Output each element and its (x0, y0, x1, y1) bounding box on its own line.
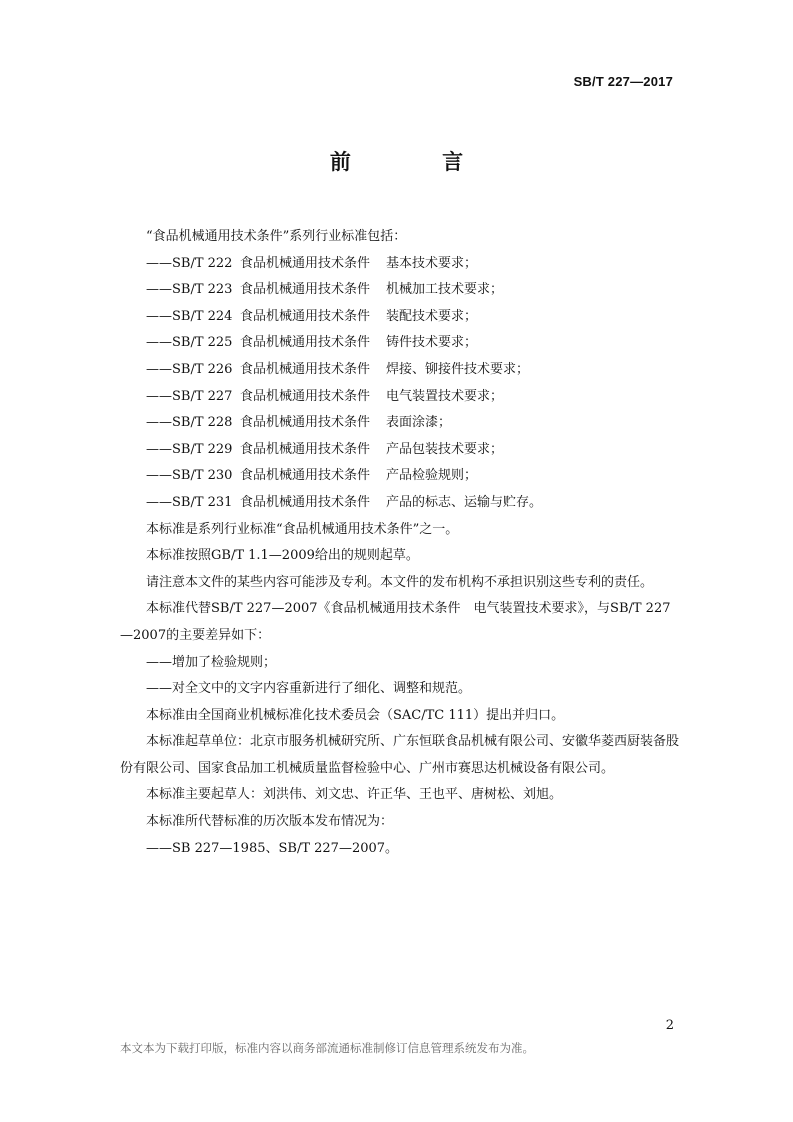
series-part: 电气装置技术要求； (386, 388, 504, 404)
series-code: ——SB/T 227 (146, 388, 233, 404)
patent-notice-paragraph: 请注意本文件的某些内容可能涉及专利。本文件的发布机构不承担识别这些专利的责任。 (146, 574, 654, 590)
series-item (120, 384, 680, 411)
history-paragraph: ——SB 227—1985、SB/T 227—2007。 (146, 840, 399, 856)
series-code: ——SB/T 229 (146, 441, 233, 457)
series-code: ——SB/T 224 (146, 308, 233, 324)
footer-note: 本文本为下载打印版，标准内容以商务部流通标准制修订信息管理系统发布为准。 (120, 1041, 534, 1055)
series-item (120, 437, 680, 464)
drafting-units-paragraph: 本标准起草单位：北京市服务机械研究所、广东恒联食品机械有限公司、安徽华菱西厨装备股份有限公司、国家食品加工机械质量监督检验中心、广州市赛思达机械设备有限公司。 (120, 734, 680, 776)
standard-code: SB/T 227—2017 (573, 74, 673, 89)
series-code: ——SB/T 230 (146, 468, 233, 484)
series-item (120, 304, 680, 331)
series-part: 产品包装技术要求； (386, 441, 504, 457)
series-name: 食品机械通用技术条件 (240, 388, 371, 404)
series-name: 食品机械通用技术条件 (240, 441, 371, 457)
series-code: ——SB/T 226 (146, 361, 233, 377)
series-name: 食品机械通用技术条件 (240, 361, 371, 377)
series-code: ——SB/T 223 (146, 282, 233, 298)
replaces-paragraph: 本标准代替SB/T 227—2007《食品机械通用技术条件 电气装置技术要求》，与SB/T 227—2007的主要差异如下： (120, 601, 671, 643)
series-part: 焊接、铆接件技术要求； (386, 361, 530, 377)
series-item (120, 410, 680, 437)
series-part: 装配技术要求； (386, 308, 478, 324)
history-intro-paragraph: 本标准所代替标准的历次版本发布情况为： (146, 814, 394, 830)
series-list (120, 251, 680, 517)
series-name: 食品机械通用技术条件 (240, 282, 371, 298)
intro-paragraph: “食品机械通用技术条件”系列行业标准包括： (146, 229, 407, 244)
series-code: ——SB/T 231 (146, 494, 233, 510)
series-part: 表面涂漆； (386, 415, 452, 431)
series-name: 食品机械通用技术条件 (240, 308, 371, 324)
foreword-body (120, 224, 680, 862)
series-name: 食品机械通用技术条件 (240, 255, 371, 271)
change-item: ——增加了检验规则； (146, 654, 277, 670)
series-part: 铸件技术要求； (386, 335, 478, 351)
series-part: 产品检验规则； (386, 468, 478, 484)
series-item (120, 251, 680, 278)
series-code: ——SB/T 228 (146, 415, 233, 431)
series-item (120, 490, 680, 517)
series-name: 食品机械通用技术条件 (240, 415, 371, 431)
series-part: 产品的标志、运输与贮存。 (386, 494, 543, 510)
series-name: 食品机械通用技术条件 (240, 335, 371, 351)
series-member-paragraph: 本标准是系列行业标准“食品机械通用技术条件”之一。 (146, 521, 459, 537)
series-name: 食品机械通用技术条件 (240, 494, 371, 510)
series-name: 食品机械通用技术条件 (240, 468, 371, 484)
series-item (120, 463, 680, 490)
drafters-paragraph: 本标准主要起草人：刘洪伟、刘文忠、许正华、王也平、唐树松、刘旭。 (146, 787, 563, 803)
series-item (120, 357, 680, 384)
page-title: 前 言 (329, 149, 506, 174)
series-item (120, 277, 680, 304)
series-code: ——SB/T 222 (146, 255, 233, 271)
drafting-rule-paragraph: 本标准按照GB/T 1.1—2009给出的规则起草。 (146, 548, 419, 564)
proposed-by-paragraph: 本标准由全国商业机械标准化技术委员会（SAC/TC 111）提出并归口。 (146, 707, 565, 723)
page-number: 2 (665, 1018, 674, 1033)
series-part: 机械加工技术要求； (386, 282, 504, 298)
series-part: 基本技术要求； (386, 255, 478, 271)
series-code: ——SB/T 225 (146, 335, 233, 351)
change-item: ——对全文中的文字内容重新进行了细化、调整和规范。 (146, 681, 472, 697)
series-item (120, 330, 680, 357)
